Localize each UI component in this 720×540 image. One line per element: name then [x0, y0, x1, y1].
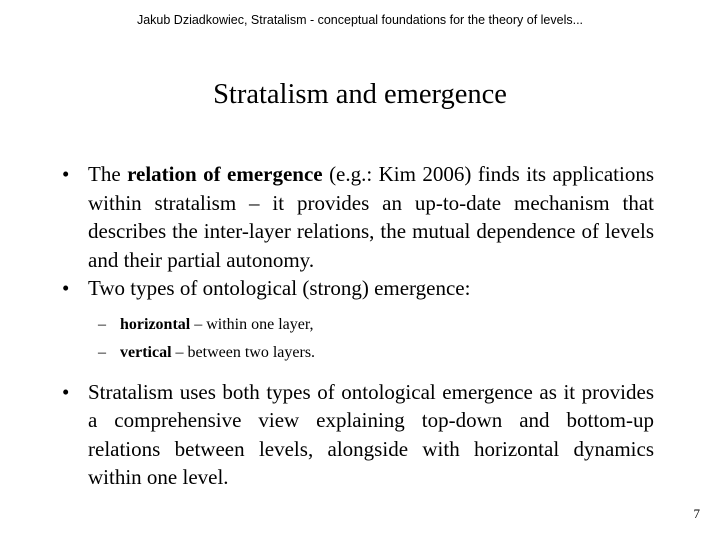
bullet-stratalism-uses-both	[62, 378, 654, 492]
bullet-marker: •	[62, 379, 70, 404]
sub-item-term: horizontal	[120, 315, 191, 333]
slide-title: Stratalism and emergence	[213, 79, 507, 110]
bullet-two-types	[62, 274, 654, 303]
dash-marker: –	[98, 343, 106, 361]
running-header: Jakub Dziadkowiec, Stratalism - conceptual foundations for the theory of levels...	[136, 13, 584, 27]
bullet-marker: •	[62, 276, 70, 300]
bullet-text-pre: The	[88, 162, 128, 186]
slide-body	[62, 160, 654, 492]
emergence-types-list	[62, 311, 654, 367]
bullet-relation-of-emergence	[62, 160, 654, 274]
bullet-text: Stratalism uses both types of ontological emergence as it provides a comprehensive view explaining top-down and bottom-up relations between levels, alongside with horizontal dynamics within one level.	[88, 379, 654, 489]
bullet-text: Two types of ontological (strong) emergence:	[88, 276, 471, 300]
sub-item-term: vertical	[120, 343, 172, 361]
sub-item-vertical	[98, 339, 654, 367]
dash-marker: –	[98, 315, 106, 333]
sub-item-description: – within one layer,	[190, 315, 314, 333]
sub-item-description: – between two layers.	[171, 343, 316, 361]
page-number: 7	[693, 506, 700, 521]
bullet-text-bold: relation of emergence	[127, 162, 323, 186]
bullet-marker: •	[62, 162, 70, 186]
sub-item-horizontal	[98, 311, 654, 339]
bullet-text-post: (e.g.: Kim 2006) finds its applications within stratalism – it provides an up-to-date mechanism that describes the inter-layer relations, the mutual dependence of levels and their partial autonomy.	[88, 162, 654, 272]
